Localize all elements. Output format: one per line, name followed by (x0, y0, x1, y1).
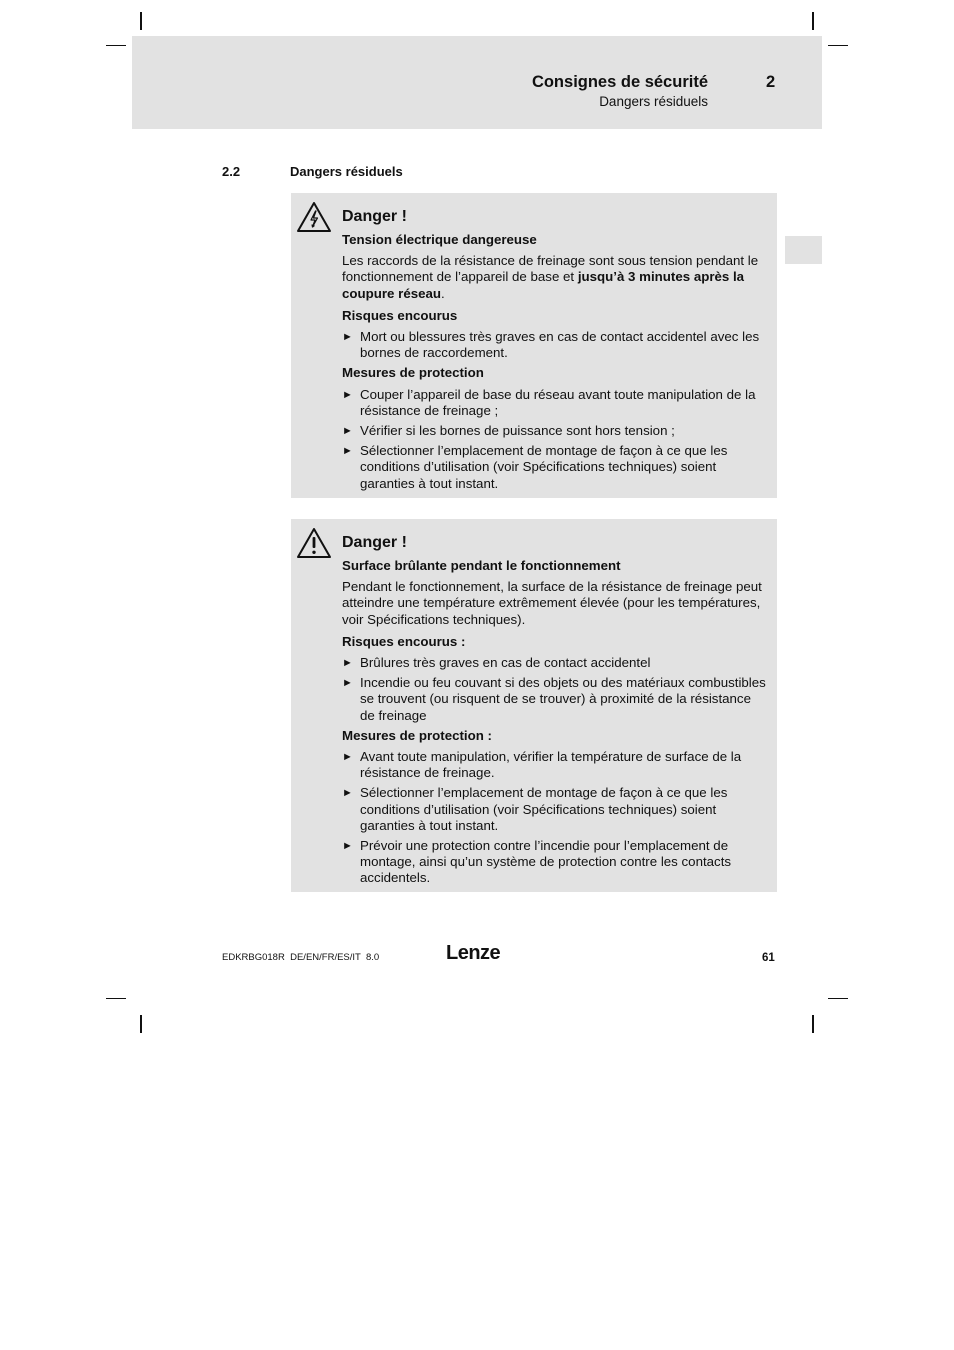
section-number: 2.2 (222, 164, 241, 179)
hazard-description: Les raccords de la résistance de freinage sont sous tension pendant le fonctionnement de l’appareil de base et jusqu’à 3 minutes après la coupure réseau. (342, 253, 759, 301)
crop-mark (812, 1015, 814, 1033)
page-number: 61 (762, 952, 775, 964)
bullet-icon: ► (342, 677, 353, 690)
electric-hazard-icon (296, 201, 332, 233)
bullet-icon: ► (342, 425, 353, 438)
hazard-subtitle: Surface brûlante pendant le fonctionnement (342, 558, 621, 573)
hazard-subtitle: Tension électrique dangereuse (342, 232, 537, 247)
section-title: Dangers résiduels (290, 164, 403, 179)
list-item: ► Incendie ou feu couvant si des objets ou des matériaux combustibles se trouvent (ou risquent de se trouver) à proximité de la résistance de freinage (342, 675, 766, 723)
bullet-icon: ► (342, 445, 353, 458)
danger-box-electrical (291, 193, 777, 498)
measures-list (342, 387, 767, 492)
chapter-number: 2 (766, 73, 776, 91)
list-item: ► Couper l’appareil de base du réseau avant toute manipulation de la résistance de freinage ; (342, 386, 756, 418)
header-band (132, 36, 822, 129)
bullet-icon: ► (342, 751, 353, 764)
risks-heading: Risques encourus (342, 307, 458, 323)
measures-list (342, 749, 767, 887)
list-item: ► Mort ou blessures très graves en cas de contact accidentel avec les bornes de raccordement. (342, 329, 760, 361)
danger-title: Danger ! (342, 208, 407, 225)
list-item: ► Brûlures très graves en cas de contact accidentel (342, 655, 651, 671)
risks-list (342, 655, 767, 724)
bullet-icon: ► (342, 657, 353, 670)
bullet-icon: ► (342, 331, 353, 344)
measures-heading: Mesures de protection : (342, 727, 492, 743)
list-item: ► Vérifier si les bornes de puissance sont hors tension ; (342, 423, 675, 439)
lenze-logo: Lenze (446, 942, 501, 964)
risks-heading: Risques encourus : (342, 633, 466, 649)
list-item: ► Avant toute manipulation, vérifier la température de surface de la résistance de freinage. (342, 749, 742, 781)
measures-heading: Mesures de protection (342, 365, 484, 381)
crop-mark (828, 45, 848, 46)
list-item: ► Prévoir une protection contre l’incendie pour l’emplacement de montage, ainsi qu’un système de protection contre les contacts accidentels. (342, 838, 732, 886)
bullet-icon: ► (342, 840, 353, 853)
crop-mark (106, 45, 126, 46)
header-subtitle: Dangers résiduels (599, 94, 708, 109)
warning-icon (296, 527, 332, 559)
crop-mark (828, 998, 848, 999)
danger-box-hot-surface (291, 519, 777, 892)
header-title: Consignes de sécurité (531, 73, 708, 91)
hazard-description: Pendant le fonctionnement, la surface de la résistance de freinage peut atteindre une température extrêmement élevée (pour les températures, voir Spécifications techniques). (342, 579, 762, 627)
bullet-icon: ► (342, 388, 353, 401)
crop-mark (812, 12, 814, 30)
risks-list (342, 329, 767, 361)
list-item: ► Sélectionner l’emplacement de montage de façon à ce que les conditions d’utilisation (voir Spécifications techniques) soient garanties à tout instant. (342, 785, 728, 833)
crop-mark (140, 12, 142, 30)
crop-mark (140, 1015, 142, 1033)
danger-title: Danger ! (342, 534, 407, 551)
crop-mark (106, 998, 126, 999)
document-reference: EDKRBG018R DE/EN/FR/ES/IT 8.0 (222, 952, 380, 963)
chapter-side-tab (785, 236, 822, 264)
list-item: ► Sélectionner l’emplacement de montage de façon à ce que les conditions d’utilisation (voir Spécifications techniques) soient garanties à tout instant. (342, 443, 728, 491)
bullet-icon: ► (342, 787, 353, 800)
